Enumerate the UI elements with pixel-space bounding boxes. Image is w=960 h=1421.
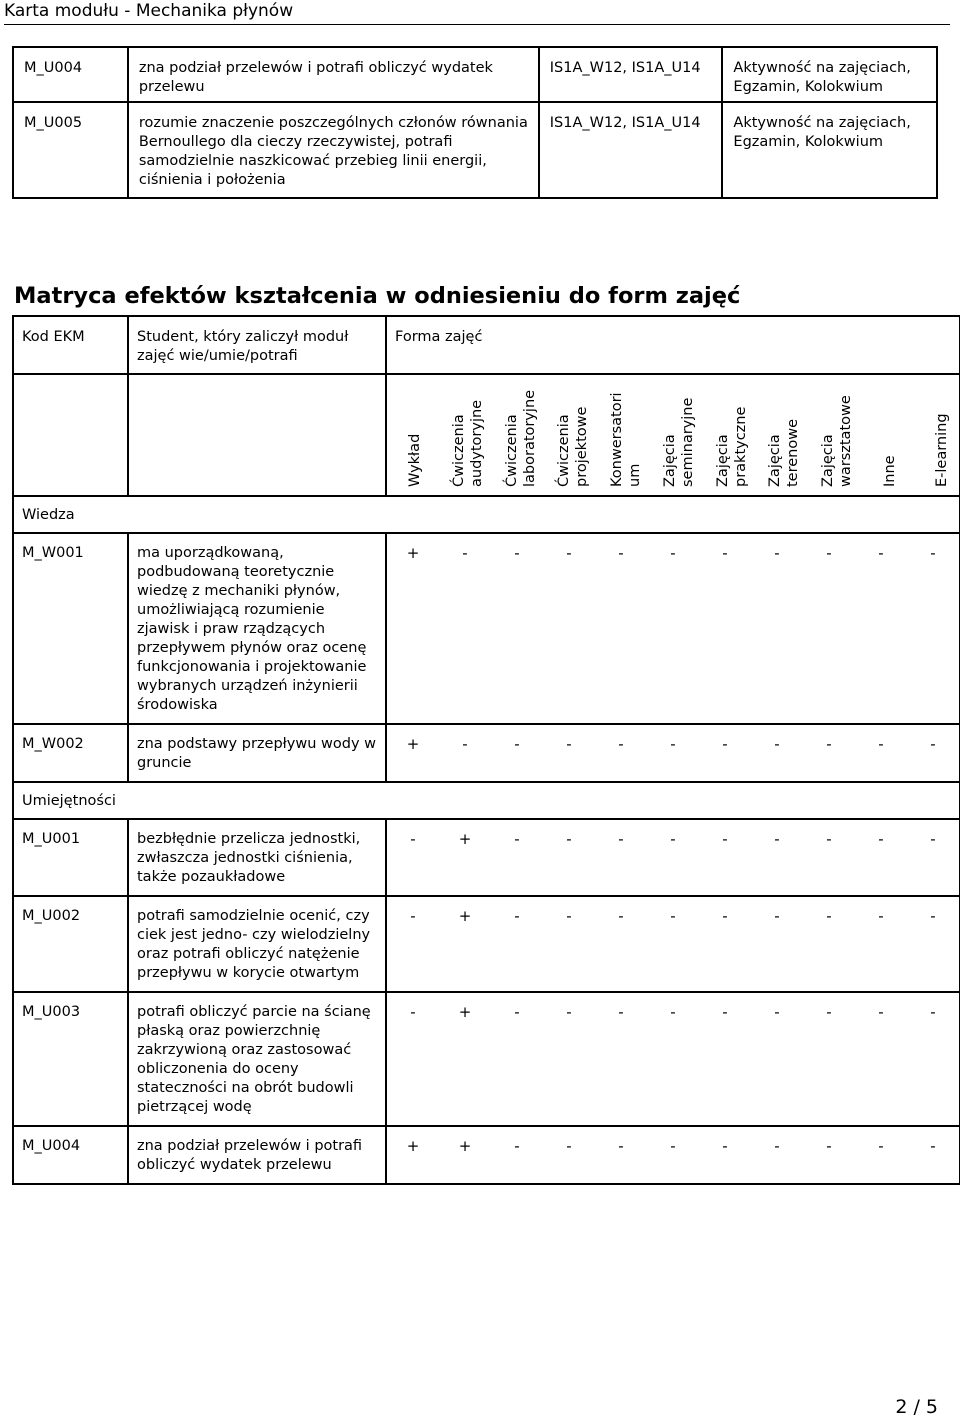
form-mark: - <box>826 1003 832 1021</box>
form-mark: - <box>878 544 884 562</box>
form-label-line: Wykład <box>407 433 424 487</box>
form-mark: - <box>930 1003 936 1021</box>
outcome-description: zna podstawy przepływu wody w gruncie <box>128 724 386 782</box>
form-mark: + <box>406 1137 420 1155</box>
form-mark: - <box>410 907 416 925</box>
form-mark: + <box>458 830 472 848</box>
form-mark: - <box>930 735 936 753</box>
group-label: Wiedza <box>13 496 960 533</box>
form-mark: - <box>514 1137 520 1155</box>
form-marks <box>386 724 960 782</box>
outcome-code: M_U005 <box>13 102 128 198</box>
outcome-description: potrafi samodzielnie ocenić, czy ciek jest jedno- czy wielodzielny oraz potrafi obliczyć natężenie przepływu w korycie otwartym <box>128 896 386 992</box>
form-mark: - <box>826 544 832 562</box>
form-label-line: warsztatowe <box>837 395 854 487</box>
forms-labels <box>386 374 960 496</box>
verification-methods: Aktywność na zajęciach, Egzamin, Kolokwium <box>722 102 937 198</box>
form-mark: - <box>670 830 676 848</box>
form-mark: - <box>566 544 572 562</box>
form-mark: - <box>462 544 468 562</box>
empty-cell <box>13 374 128 496</box>
form-mark: - <box>514 544 520 562</box>
form-column-label <box>809 375 862 495</box>
form-mark: + <box>458 1137 472 1155</box>
outcome-description: potrafi obliczyć parcie na ścianę płaską oraz powierzchnię zakrzywioną oraz zastosować obliczonenia do oceny stateczności na obrót budowli pietrzącej wodę <box>128 992 386 1126</box>
form-mark: - <box>670 544 676 562</box>
table-row <box>13 992 960 1126</box>
form-column-label <box>756 375 809 495</box>
form-label-line: um <box>627 463 644 487</box>
form-mark: - <box>722 544 728 562</box>
outcome-code: M_U004 <box>13 1126 128 1184</box>
form-mark: - <box>774 1003 780 1021</box>
table-row <box>13 896 960 992</box>
form-mark: - <box>722 1003 728 1021</box>
form-label-line: laboratoryjne <box>521 389 538 487</box>
table-row <box>13 102 937 198</box>
form-mark: - <box>618 1003 624 1021</box>
form-mark: - <box>878 1137 884 1155</box>
form-mark: - <box>826 830 832 848</box>
form-column-label <box>598 375 651 495</box>
form-label-line: Konwersatori <box>609 392 626 487</box>
outcome-code: M_W001 <box>13 533 128 724</box>
form-label-line: terenowe <box>785 418 802 487</box>
column-header-code: Kod EKM <box>13 316 128 374</box>
form-mark: - <box>774 830 780 848</box>
form-label-line: Ćwiczenia <box>503 414 520 487</box>
form-mark: - <box>826 907 832 925</box>
form-mark: - <box>930 830 936 848</box>
outcome-code: M_U002 <box>13 896 128 992</box>
form-mark: - <box>566 735 572 753</box>
form-mark: - <box>774 735 780 753</box>
form-mark: - <box>930 907 936 925</box>
form-mark: - <box>878 1003 884 1021</box>
form-marks <box>386 819 960 896</box>
outcome-description: zna podział przelewów i potrafi obliczyć wydatek przelewu <box>128 47 539 102</box>
form-column-label <box>861 375 914 495</box>
form-mark: - <box>878 830 884 848</box>
form-label-line: Ćwiczenia <box>451 414 468 487</box>
form-mark: + <box>406 544 420 562</box>
empty-cell <box>128 374 386 496</box>
outcome-description: ma uporządkowaną, podbudowaną teoretycznie wiedzę z mechaniki płynów, umożliwiającą rozumienie zjawisk i praw rządzących przepływem płynów oraz ocenę funkcjonowania i projektowanie wybranych urządzeń inżynierii środowiska <box>128 533 386 724</box>
form-label-line: Ćwiczenia <box>556 414 573 487</box>
form-label-line: Zajęcia <box>714 434 731 487</box>
form-mark: - <box>878 907 884 925</box>
form-label-line: Zajęcia <box>767 434 784 487</box>
form-label-line: praktyczne <box>732 406 749 487</box>
form-mark: - <box>514 907 520 925</box>
form-mark: - <box>774 907 780 925</box>
form-mark: - <box>566 907 572 925</box>
page-number: 2 / 5 <box>895 1396 938 1418</box>
form-column-label <box>651 375 704 495</box>
form-mark: - <box>618 544 624 562</box>
outcome-code: M_U004 <box>13 47 128 102</box>
form-mark: - <box>566 1003 572 1021</box>
form-label-line: Zajęcia <box>819 434 836 487</box>
outcome-references: IS1A_W12, IS1A_U14 <box>539 47 723 102</box>
form-mark: - <box>670 1137 676 1155</box>
section-heading: Matryca efektów kształcenia w odniesieniu do form zajęć <box>14 283 741 309</box>
form-mark: - <box>566 1137 572 1155</box>
column-header-description: Student, który zaliczył moduł zajęć wie/umie/potrafi <box>128 316 386 374</box>
form-mark: - <box>618 830 624 848</box>
form-mark: - <box>774 544 780 562</box>
outcome-description: zna podział przelewów i potrafi obliczyć wydatek przelewu <box>128 1126 386 1184</box>
form-mark: - <box>670 1003 676 1021</box>
form-marks <box>386 1126 960 1184</box>
outcome-description: bezbłędnie przelicza jednostki, zwłaszcza jednostki ciśnienia, także pozaukładowe <box>128 819 386 896</box>
form-marks <box>386 896 960 992</box>
form-mark: - <box>618 907 624 925</box>
outcome-code: M_U003 <box>13 992 128 1126</box>
outcome-code: M_W002 <box>13 724 128 782</box>
form-mark: - <box>722 735 728 753</box>
table-row <box>13 819 960 896</box>
form-mark: - <box>722 907 728 925</box>
group-row <box>13 782 960 819</box>
page-title: Karta modułu - Mechanika płynów <box>4 0 950 25</box>
outcome-code: M_U001 <box>13 819 128 896</box>
form-column-label <box>703 375 756 495</box>
form-label-line: projektowe <box>574 406 591 487</box>
table-row <box>13 47 937 102</box>
table-row <box>13 533 960 724</box>
form-column-label <box>492 375 545 495</box>
form-label-line: seminaryjne <box>679 397 696 487</box>
form-marks <box>386 533 960 724</box>
form-mark: - <box>826 1137 832 1155</box>
form-mark: - <box>566 830 572 848</box>
form-column-label <box>387 375 440 495</box>
outcome-description: rozumie znaczenie poszczególnych członów równania Bernoullego dla cieczy rzeczywistej, potrafi samodzielnie naszkicować przebieg linii energii, ciśnienia i położenia <box>128 102 539 198</box>
matrix-header-row <box>13 316 960 374</box>
form-mark: - <box>618 735 624 753</box>
form-column-label <box>440 375 493 495</box>
table-row <box>13 724 960 782</box>
form-mark: - <box>930 1137 936 1155</box>
form-mark: + <box>458 907 472 925</box>
form-mark: - <box>930 544 936 562</box>
form-mark: - <box>722 1137 728 1155</box>
form-label-line: E-learning <box>934 413 951 487</box>
form-column-label <box>914 375 960 495</box>
form-mark: - <box>462 735 468 753</box>
outcome-references: IS1A_W12, IS1A_U14 <box>539 102 723 198</box>
form-marks <box>386 992 960 1126</box>
forms-matrix-table <box>12 315 960 1185</box>
form-mark: - <box>410 830 416 848</box>
form-mark: - <box>670 735 676 753</box>
form-label-line: audytoryjne <box>469 399 486 487</box>
form-mark: - <box>514 735 520 753</box>
form-mark: - <box>514 1003 520 1021</box>
group-label: Umiejętności <box>13 782 960 819</box>
form-mark: - <box>618 1137 624 1155</box>
table-row <box>13 1126 960 1184</box>
verification-methods: Aktywność na zajęciach, Egzamin, Kolokwium <box>722 47 937 102</box>
form-mark: - <box>878 735 884 753</box>
form-mark: + <box>458 1003 472 1021</box>
form-label-line: Zajęcia <box>661 434 678 487</box>
learning-outcomes-table <box>12 46 938 199</box>
column-header-forms: Forma zajęć <box>386 316 960 374</box>
form-mark: - <box>514 830 520 848</box>
form-label-line: Inne <box>881 455 898 487</box>
forms-header-row <box>13 374 960 496</box>
form-mark: - <box>826 735 832 753</box>
form-mark: - <box>722 830 728 848</box>
form-mark: + <box>406 735 420 753</box>
form-mark: - <box>774 1137 780 1155</box>
form-mark: - <box>670 907 676 925</box>
form-mark: - <box>410 1003 416 1021</box>
form-column-label <box>545 375 598 495</box>
group-row <box>13 496 960 533</box>
